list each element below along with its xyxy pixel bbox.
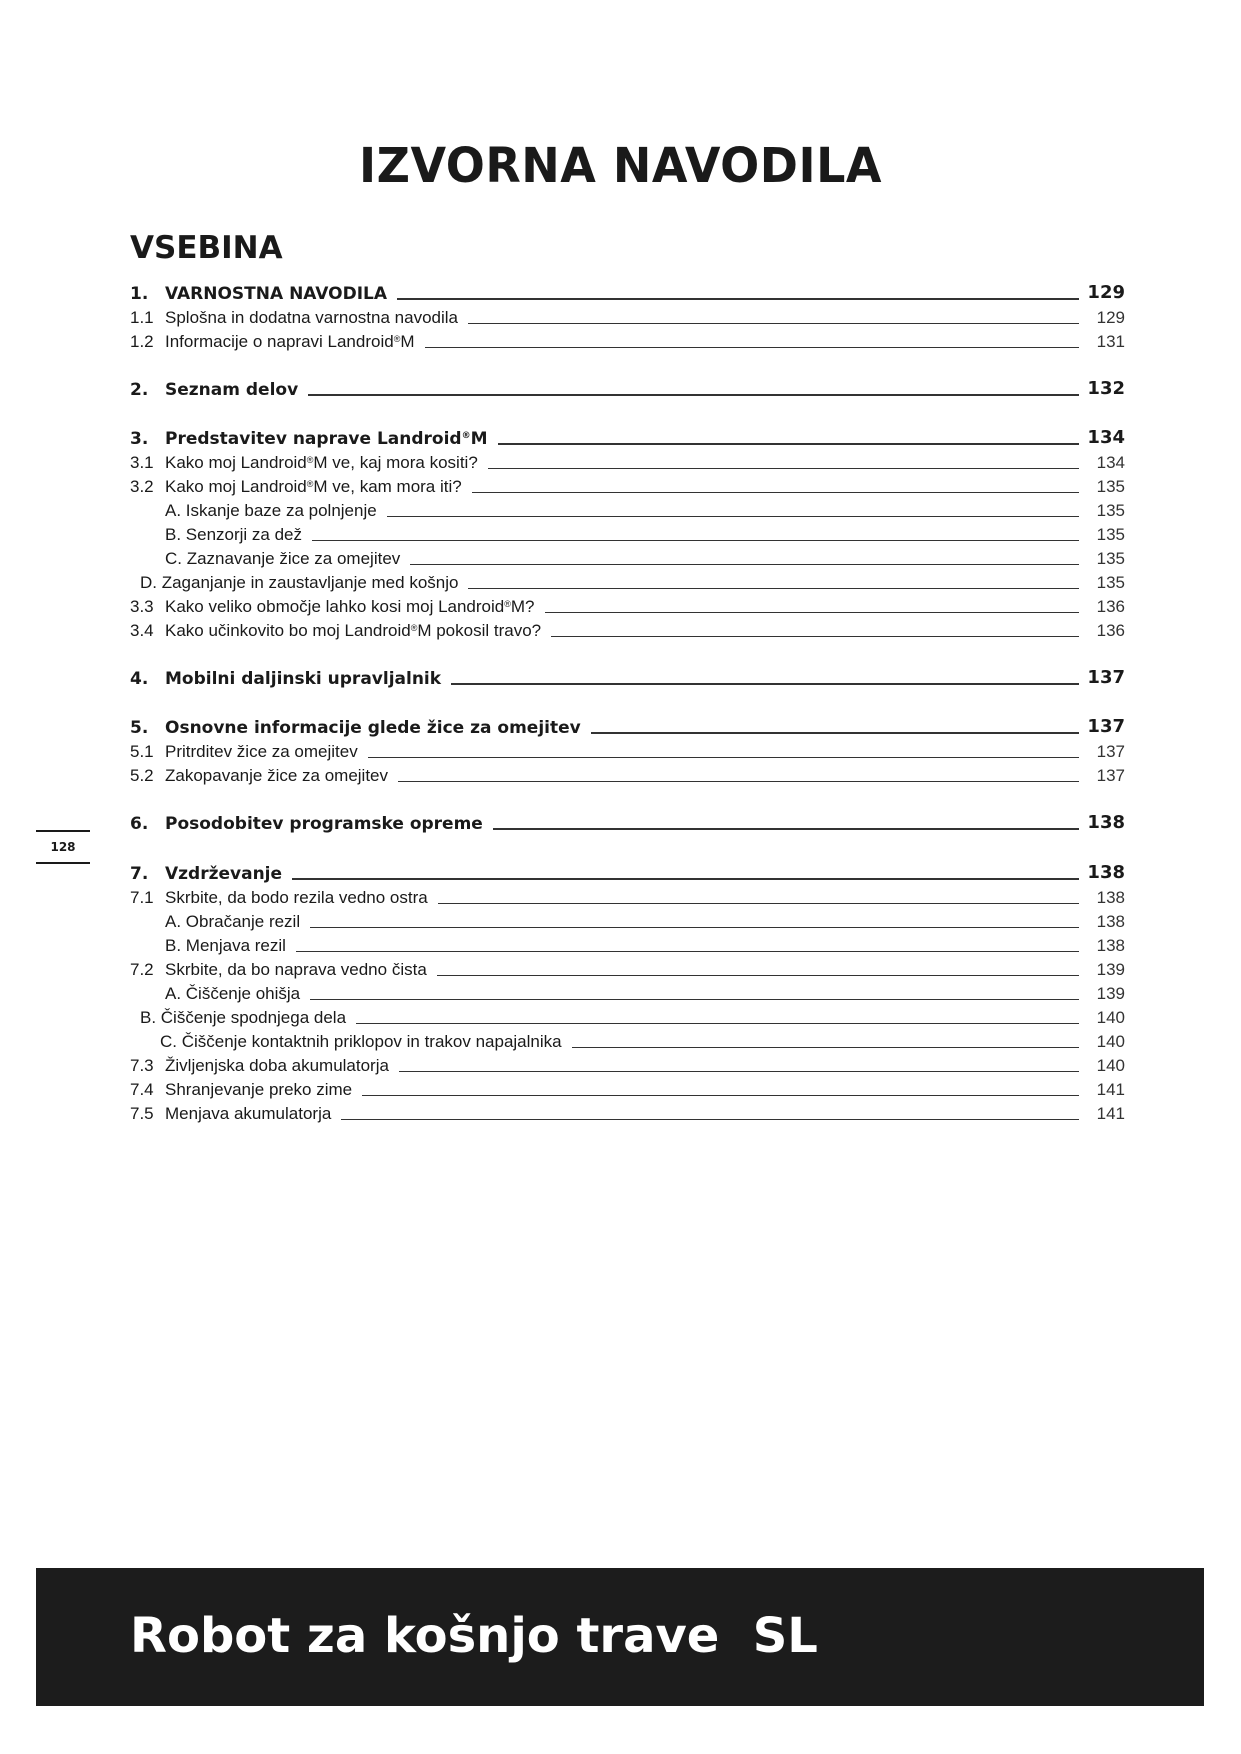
toc-entry-page: 129 bbox=[1087, 282, 1125, 303]
toc-leader-line bbox=[591, 732, 1079, 734]
toc-leader-line bbox=[399, 1071, 1079, 1072]
toc-entry-page: 135 bbox=[1096, 573, 1125, 592]
toc-entry bbox=[130, 328, 1125, 352]
toc-entry-page: 141 bbox=[1096, 1104, 1125, 1123]
toc-entry-label-part: Informacije o napravi Landroid bbox=[165, 332, 394, 351]
toc-leader-line bbox=[362, 1095, 1079, 1096]
toc-leader-line bbox=[472, 492, 1079, 493]
toc-entry-number: 3.3 bbox=[130, 597, 154, 616]
toc-entry-label: Skrbite, da bo naprava vedno čista bbox=[165, 960, 427, 979]
toc-leader-line bbox=[468, 588, 1079, 589]
main-title: IZVORNA NAVODILA bbox=[359, 136, 882, 194]
toc-leader-line bbox=[437, 975, 1079, 976]
toc-entry bbox=[130, 425, 1125, 449]
toc-entry bbox=[130, 884, 1125, 908]
toc-leader-line bbox=[451, 683, 1079, 685]
toc-entry-page: 140 bbox=[1096, 1008, 1125, 1027]
toc-leader-line bbox=[312, 540, 1079, 541]
toc-entry-label: B. Senzorji za dež bbox=[165, 525, 303, 544]
toc-entry-label: Osnovne informacije glede žice za omejitev bbox=[165, 718, 581, 738]
toc-leader-line bbox=[292, 878, 1079, 880]
toc-entry bbox=[130, 762, 1125, 786]
toc-entry bbox=[130, 473, 1125, 497]
toc-entry-label: A. Čiščenje ohišja bbox=[165, 984, 301, 1003]
toc-entry-page: 135 bbox=[1096, 525, 1125, 544]
toc-entry bbox=[130, 860, 1125, 884]
toc-leader-line bbox=[551, 636, 1079, 637]
toc-entry-label-part: M bbox=[470, 429, 488, 449]
toc-entry-number: 1.2 bbox=[130, 332, 154, 351]
toc-entry-label: Vzdrževanje bbox=[165, 864, 283, 884]
toc-leader-line bbox=[493, 828, 1079, 830]
toc-entry bbox=[130, 545, 1125, 569]
toc-entry-page: 131 bbox=[1096, 332, 1125, 351]
toc-leader-line bbox=[356, 1023, 1079, 1024]
toc-entry-page: 137 bbox=[1096, 766, 1125, 785]
toc-entry-number: 3.2 bbox=[130, 477, 154, 496]
toc-entry bbox=[130, 617, 1125, 641]
toc-entry-label: Zakopavanje žice za omejitev bbox=[165, 766, 389, 785]
toc-entry-page: 136 bbox=[1096, 621, 1125, 640]
toc-entry-page: 141 bbox=[1096, 1080, 1125, 1099]
toc-entry bbox=[130, 593, 1125, 617]
toc-entry-label bbox=[165, 597, 535, 617]
toc-entry bbox=[130, 521, 1125, 545]
toc-entry-label bbox=[165, 453, 478, 473]
toc-entry bbox=[130, 1052, 1125, 1076]
toc-entry-number: 7. bbox=[130, 864, 149, 884]
toc-entry bbox=[130, 810, 1125, 834]
toc-entry-page: 135 bbox=[1096, 501, 1125, 520]
toc-entry-number: 3. bbox=[130, 429, 149, 449]
toc-leader-line bbox=[545, 612, 1079, 613]
toc-entry-page: 137 bbox=[1087, 667, 1125, 688]
toc-entry bbox=[130, 738, 1125, 762]
toc-entry-number: 5.1 bbox=[130, 742, 154, 761]
toc-entry-page: 137 bbox=[1087, 716, 1125, 737]
toc-entry bbox=[130, 280, 1125, 304]
registered-mark: ® bbox=[504, 599, 511, 609]
toc-entry-page: 134 bbox=[1087, 427, 1125, 448]
toc-heading: VSEBINA bbox=[130, 230, 283, 266]
toc-entry-label: Skrbite, da bodo rezila vedno ostra bbox=[165, 888, 428, 907]
toc-entry-label: C. Čiščenje kontaktnih priklopov in trakov napajalnika bbox=[160, 1032, 562, 1051]
toc-entry-number: 3.1 bbox=[130, 453, 154, 472]
toc-entry bbox=[130, 932, 1125, 956]
toc-entry-number: 2. bbox=[130, 380, 149, 400]
toc-entry-page: 138 bbox=[1087, 812, 1125, 833]
toc-entry-page: 138 bbox=[1087, 862, 1125, 883]
toc-entry-page: 137 bbox=[1096, 742, 1125, 761]
toc-entry-page: 135 bbox=[1096, 549, 1125, 568]
toc-entry-label: B. Čiščenje spodnjega dela bbox=[140, 1008, 347, 1027]
toc-entry bbox=[130, 569, 1125, 593]
toc-entry-page: 134 bbox=[1096, 453, 1125, 472]
toc-leader-line bbox=[397, 298, 1079, 300]
toc-entry bbox=[130, 304, 1125, 328]
toc-leader-line bbox=[498, 443, 1079, 445]
toc-leader-line bbox=[310, 999, 1079, 1000]
toc-entry-label-part: Kako učinkovito bo moj Landroid bbox=[165, 621, 411, 640]
toc-entry-label-part: M? bbox=[510, 597, 535, 616]
toc-entry-label bbox=[165, 429, 488, 449]
toc-leader-line bbox=[488, 468, 1079, 469]
toc-entry-label: Mobilni daljinski upravljalnik bbox=[165, 669, 442, 689]
toc-entry-label-part: M pokosil travo? bbox=[417, 621, 542, 640]
toc-leader-line bbox=[387, 516, 1079, 517]
toc-entry-number: 7.3 bbox=[130, 1056, 154, 1075]
footer-band bbox=[36, 1568, 1204, 1706]
toc-entry-label: B. Menjava rezil bbox=[165, 936, 286, 955]
toc-entry bbox=[130, 980, 1125, 1004]
toc-entry-number: 7.5 bbox=[130, 1104, 154, 1123]
toc-entry-label-part: M ve, kam mora iti? bbox=[313, 477, 462, 496]
toc-entry-label-part: Kako veliko območje lahko kosi moj Landroid bbox=[165, 597, 505, 616]
toc-entry-label-part: Kako moj Landroid bbox=[165, 453, 307, 472]
toc-entry bbox=[130, 956, 1125, 980]
toc-entry-page: 140 bbox=[1096, 1032, 1125, 1051]
toc-entry-label: Menjava akumulatorja bbox=[165, 1104, 332, 1123]
footer-title: Robot za košnjo trave SL bbox=[130, 1608, 818, 1664]
toc-entry bbox=[130, 1100, 1125, 1124]
registered-mark: ® bbox=[306, 479, 314, 489]
toc-entry-label-part: M bbox=[400, 332, 415, 351]
toc-leader-line bbox=[308, 394, 1079, 396]
toc-entry-number: 7.4 bbox=[130, 1080, 154, 1099]
toc-leader-line bbox=[368, 757, 1079, 758]
toc-leader-line bbox=[398, 781, 1079, 782]
toc-entry-page: 139 bbox=[1096, 984, 1125, 1003]
toc-entry bbox=[130, 1028, 1125, 1052]
toc-leader-line bbox=[425, 347, 1080, 348]
toc-entry bbox=[130, 714, 1125, 738]
toc-entry-label bbox=[165, 477, 462, 497]
toc-entry-page: 139 bbox=[1096, 960, 1125, 979]
registered-mark: ® bbox=[461, 431, 471, 441]
toc-entry-page: 138 bbox=[1096, 888, 1125, 907]
toc-entry-label-part: M ve, kaj mora kositi? bbox=[313, 453, 478, 472]
registered-mark: ® bbox=[410, 623, 418, 633]
toc-entry bbox=[130, 376, 1125, 400]
toc-entry-number: 5.2 bbox=[130, 766, 154, 785]
toc-leader-line bbox=[310, 927, 1079, 928]
toc-entry-label: Posodobitev programske opreme bbox=[165, 814, 483, 834]
table-of-contents bbox=[130, 0, 1125, 1160]
side-page-number: 128 bbox=[36, 830, 90, 864]
toc-entry-label: D. Zaganjanje in zaustavljanje med košnjo bbox=[140, 573, 459, 592]
toc-entry-number: 1.1 bbox=[130, 308, 154, 327]
toc-entry bbox=[130, 908, 1125, 932]
toc-entry bbox=[130, 497, 1125, 521]
registered-mark: ® bbox=[393, 334, 401, 344]
toc-leader-line bbox=[572, 1047, 1079, 1048]
toc-entry-page: 135 bbox=[1096, 477, 1125, 496]
toc-entry-page: 132 bbox=[1087, 378, 1125, 399]
toc-leader-line bbox=[468, 323, 1079, 324]
toc-entry-number: 3.4 bbox=[130, 621, 154, 640]
toc-leader-line bbox=[341, 1119, 1079, 1120]
toc-entry-label: Splošna in dodatna varnostna navodila bbox=[165, 308, 458, 327]
toc-entry-number: 6. bbox=[130, 814, 149, 834]
toc-entry bbox=[130, 1004, 1125, 1028]
toc-leader-line bbox=[438, 903, 1079, 904]
toc-entry-number: 1. bbox=[130, 284, 149, 304]
toc-entry-label bbox=[165, 332, 415, 352]
toc-entry-label: Življenjska doba akumulatorja bbox=[165, 1056, 389, 1075]
toc-entry-label-part: Predstavitev naprave Landroid bbox=[165, 429, 462, 449]
toc-entry-number: 4. bbox=[130, 669, 149, 689]
toc-entry-label-part: Kako moj Landroid bbox=[165, 477, 307, 496]
registered-mark: ® bbox=[306, 455, 314, 465]
toc-entry bbox=[130, 449, 1125, 473]
toc-entry-label: C. Zaznavanje žice za omejitev bbox=[165, 549, 401, 568]
toc-entry-number: 5. bbox=[130, 718, 149, 738]
toc-entry-number: 7.2 bbox=[130, 960, 154, 979]
toc-entry-label: A. Iskanje baze za polnjenje bbox=[165, 501, 377, 520]
toc-leader-line bbox=[410, 564, 1079, 565]
toc-entry bbox=[130, 665, 1125, 689]
toc-entry-label bbox=[165, 621, 541, 641]
toc-entry-label: VARNOSTNA NAVODILA bbox=[165, 284, 388, 304]
toc-entry-page: 129 bbox=[1096, 308, 1125, 327]
toc-entry-page: 138 bbox=[1096, 936, 1125, 955]
toc-entry-page: 140 bbox=[1096, 1056, 1125, 1075]
toc-entry-page: 138 bbox=[1096, 912, 1125, 931]
toc-leader-line bbox=[296, 951, 1079, 952]
toc-entry-label: Pritrditev žice za omejitev bbox=[165, 742, 358, 761]
toc-entry bbox=[130, 1076, 1125, 1100]
toc-entry-label: Shranjevanje preko zime bbox=[165, 1080, 353, 1099]
toc-entry-number: 7.1 bbox=[130, 888, 154, 907]
toc-entry-label: Seznam delov bbox=[165, 380, 299, 400]
toc-entry-label: A. Obračanje rezil bbox=[165, 912, 301, 931]
toc-entry-page: 136 bbox=[1096, 597, 1125, 616]
